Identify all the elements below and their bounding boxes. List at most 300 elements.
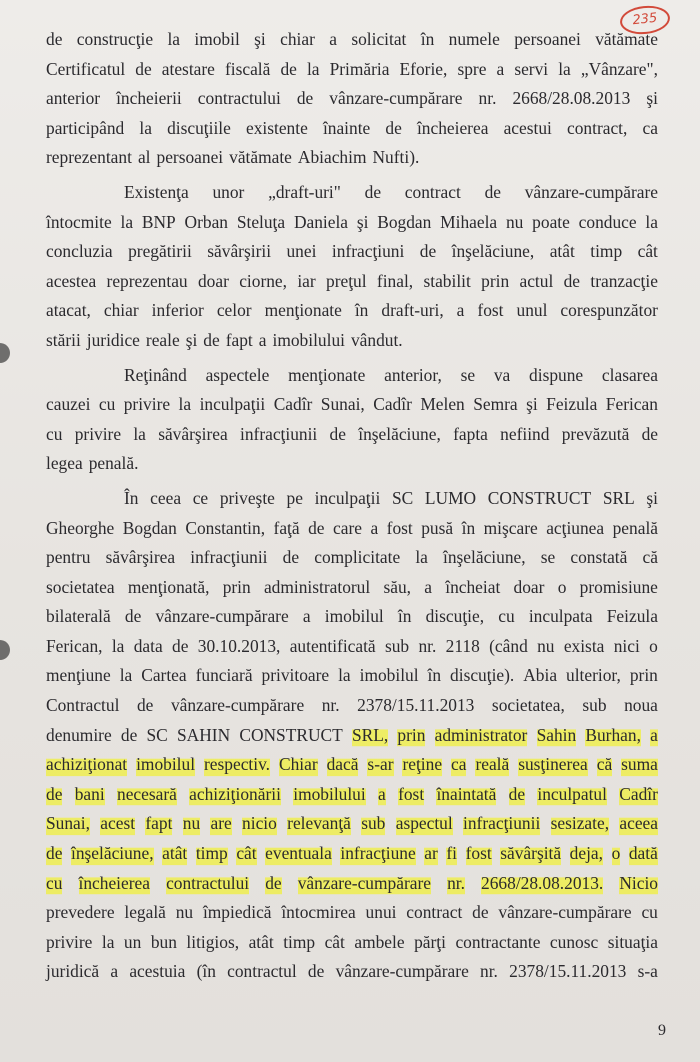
word: sesizate, [551,809,609,839]
word: clasarea [601,364,658,385]
word: de [484,181,501,202]
word: menţionate [264,300,342,321]
word: situaţia [607,931,658,952]
word: tranzacţie [590,270,658,291]
word: inferior [151,300,204,321]
word: cât [637,241,658,262]
word: că [597,750,612,780]
word: servi [514,58,549,79]
word: vânzare-cumpărare [335,961,469,982]
text-line [46,839,658,869]
word: vătămate [595,29,658,49]
word: are [210,809,231,839]
word: de [136,695,154,716]
handwritten-page-number: 235 [619,3,672,36]
word: săvârşirea [158,423,228,444]
word: administratorul [263,576,371,597]
word: fost [477,300,504,321]
word: final, [376,270,414,291]
word: de [364,181,382,202]
word: În [124,487,139,508]
paragraph [46,25,658,173]
word: Cadîr [273,394,313,415]
word: reprezentant [46,147,132,168]
word: privire [123,394,171,415]
word: a [258,329,267,350]
word: Feizula [606,606,658,627]
word: inculpata [528,606,593,627]
word: imobil [194,29,240,49]
word: privire [46,931,93,952]
word: deja, [570,839,603,869]
word: pentru [46,547,91,568]
word: autentificată [289,635,376,656]
word: denumire [46,724,112,745]
word: Chiar [279,750,318,780]
word: Abia [523,665,558,686]
word: inculpatul [537,780,607,810]
word: celor [216,300,252,321]
word: CONSTRUCT [487,487,592,508]
word: SAHIN [177,724,231,745]
word: şi [254,29,266,49]
word: discuţie, [425,606,485,627]
word: SRL [602,487,635,508]
text-line [46,957,658,987]
word: prin [481,270,510,291]
word: fapt [225,329,253,350]
word: la [119,665,133,686]
word: Daniela [293,211,349,232]
text-line [46,632,658,662]
word: Steluţa [236,211,286,232]
word: de [46,780,62,810]
word: cunosc [549,931,599,952]
word: Burhan, [585,721,641,751]
text-line [46,573,658,603]
word: SC [391,487,414,508]
word: acestea [46,270,97,291]
word: prevedere [46,902,115,923]
word: a [650,721,658,751]
word: nr. [321,695,340,716]
word: ca [451,750,466,780]
word: litigios, [186,931,240,952]
word: Orban [184,211,228,232]
word: prin [629,665,658,686]
word: Constantin, [185,517,266,538]
word: Sunai, [46,809,90,839]
word: încheierea [416,117,489,138]
punch-hole-mark [0,343,10,363]
word: o [557,576,567,597]
word: pe [286,487,303,508]
word: Bogdan [122,517,177,538]
word: de [296,88,314,109]
word: de [329,423,346,444]
word: de [135,58,152,79]
word: sub [361,809,385,839]
word: atât [162,839,187,869]
word: la [338,665,351,686]
word: la [645,211,658,232]
word: săvârşirea [105,547,176,568]
word: fost [398,780,424,810]
word: discuţiile [167,117,231,138]
word: la [167,29,180,49]
word: încheierii [116,88,182,109]
word: de [172,635,189,656]
word: la [101,931,115,952]
word: nr. [480,961,498,982]
word: înşelăciune, [71,839,154,869]
word: reprezentau [106,270,188,291]
word: dacă [327,750,359,780]
word: stabilit [423,270,471,291]
word: persoanei [514,29,581,49]
word: (când [489,635,528,656]
word: Mihaela [440,211,498,232]
word: dată [629,839,658,869]
word: Ferican [605,394,658,415]
word: cu [498,606,515,627]
word: doar [197,270,229,291]
word: a [378,780,386,810]
word: legală [124,902,166,923]
word: înşelăciune, [358,423,441,444]
word: BNP [141,211,176,232]
word: solicitat [351,29,407,49]
word: sub [582,695,607,716]
word: faţă [273,517,300,538]
text-line [46,143,658,173]
word: SC [146,724,168,745]
word: contractului [197,88,281,109]
word: în [420,29,435,49]
word: societatea [46,576,115,597]
word: bilaterală [46,606,111,627]
word: prevăzută [561,423,630,444]
word: o [649,635,658,656]
word: juridice [86,329,140,350]
word: a [370,517,379,538]
word: nr. [447,869,465,899]
word: fapt [145,809,172,839]
word: promisiune [579,576,658,597]
word: întocmirea [281,902,356,923]
word: şi [646,487,658,508]
word: nu [537,635,555,656]
word: exista [563,635,605,656]
word: iar [297,270,316,291]
text-line [46,25,658,55]
word: nicio [242,809,277,839]
word: cu [46,869,62,899]
word: s-ar [367,750,393,780]
word: un [123,931,142,952]
word: Cadîr [373,394,412,415]
word: construcţie [76,29,154,49]
word: şi [185,329,198,350]
text-line [46,721,658,751]
word: la [178,394,192,415]
word: de [419,241,437,262]
word: penală [612,517,658,538]
word: de [280,58,297,79]
word: conduce [578,211,637,232]
word: „Vânzare", [580,58,658,79]
word: în [461,517,476,538]
word: înainte [322,117,371,138]
word: imobilului [272,329,345,350]
word: prin [222,576,251,597]
word: de [265,869,281,899]
word: cauzei [46,394,91,415]
word: vânzare-cumpărare [298,869,431,899]
word: că [642,547,658,568]
word: şi [526,394,538,415]
word: atât [549,241,575,262]
word: Sahin [537,721,577,751]
word: la [139,117,152,138]
word: persoanei [156,147,224,168]
word: 2118 [445,635,480,656]
word: fost [386,517,413,538]
word: s-a [637,961,658,982]
word: la [558,58,571,79]
word: Abiachim [297,147,367,168]
word: nefiind [500,423,550,444]
word: său, [383,576,411,597]
word: întocmite [46,211,112,232]
text-line [46,691,658,721]
word: infracţiunii [240,423,318,444]
word: împiedică [202,902,272,923]
word: atacat, [46,300,91,321]
word: de [124,606,142,627]
word: a [302,606,311,627]
word: de [385,117,402,138]
word: sub [384,635,410,656]
word: unei [286,241,317,262]
word: se [540,547,556,568]
word: unor [212,181,245,202]
word: acestui [503,117,552,138]
text-line [46,809,658,839]
word: contractului [166,869,249,899]
word: acestuia [129,961,186,982]
text-line [46,543,658,573]
word: preţul [326,270,367,291]
word: societatea, [491,695,565,716]
word: de [472,902,489,923]
word: bun [150,931,177,952]
word: ca [642,117,658,138]
word: de [203,329,220,350]
word: la [111,635,125,656]
word: încheiat [445,576,501,597]
word: constată [570,547,628,568]
word: va [493,364,511,385]
word: menţionate [288,364,366,385]
word: 2378/15.11.2013 [509,961,627,982]
word: mişcare [483,517,538,538]
word: Feizula [546,394,598,415]
word: atât [248,931,274,952]
word: CONSTRUCT [239,724,343,745]
word: Gheorghe [46,517,115,538]
word: contract [404,181,461,202]
word: cât [236,839,256,869]
word: vânzare-cumpărare [524,181,658,202]
word: ambele [354,931,405,952]
word: săvârşirii [207,241,272,262]
word: vânzare-cumpărare [498,902,632,923]
word: vătămate [229,147,292,168]
word: nu [505,211,524,232]
word: la [133,423,146,444]
word: stării [46,329,81,350]
word: achiziţionării [189,780,281,810]
word: al [137,147,151,168]
word: noua [624,695,658,716]
word: funciară [195,665,253,686]
word: se [460,364,476,385]
page-number: 9 [658,1022,666,1039]
word: vânzare-cumpărare [329,88,463,109]
text-line [46,449,658,479]
word: acţiunea [546,517,605,538]
word: nici [613,635,640,656]
paragraph [46,178,658,356]
word: spre [457,58,487,79]
word: anterior, [384,364,442,385]
word: menţionată, [127,576,210,597]
word: contract, [567,117,628,138]
word: achiziţionat [46,750,127,780]
word: a [424,576,432,597]
word: contractul [227,961,297,982]
word: în [397,606,412,627]
word: Primăria [329,58,390,79]
word: Contractul [46,695,120,716]
word: înşelăciune, [443,547,526,568]
word: menţiune [46,665,111,686]
text-line [46,484,658,514]
word: înaintată [436,780,496,810]
word: de [46,839,62,869]
word: eventuala [265,839,332,869]
word: susţinerea [518,750,588,780]
text-line [46,928,658,958]
word: încheierea [79,869,150,899]
word: ulterior, [566,665,621,686]
document-body [46,20,658,987]
word: legea [46,453,83,474]
word: reală [475,750,509,780]
word: existente [245,117,308,138]
word: Semra [473,394,518,415]
word: suma [621,750,658,780]
word: cu [641,902,658,923]
word: complicitate [314,547,401,568]
text-line [46,898,658,928]
word: Existenţa [124,181,189,202]
word: de [641,423,658,444]
word: infracţiuni [331,241,405,262]
word: de [563,270,581,291]
word: Bogdan [377,211,432,232]
word: Cartea [141,665,187,686]
word: timp [590,241,623,262]
text-line [46,514,658,544]
word: draft-uri, [381,300,444,321]
word: privitoare [261,665,330,686]
word: doar [513,576,545,597]
text-line [46,178,658,208]
text-line [46,869,658,899]
text-line [46,602,658,632]
text-line [46,326,658,356]
word: imobilul [359,665,419,686]
word: părţi [414,931,446,952]
word: (în [196,961,216,982]
word: vânzare-cumpărare [170,695,305,716]
word: administrator [435,721,528,751]
word: de [282,547,300,568]
word: a [110,961,119,982]
word: 30.10.2013, [197,635,281,656]
word: şi [356,211,369,232]
text-line [46,661,658,691]
word: „draft-uri" [268,181,341,202]
paragraph [46,484,658,987]
word: vânzare-cumpărare [155,606,289,627]
word: inculpaţii [199,394,266,415]
word: pusă [421,517,454,538]
text-line [46,237,658,267]
word: fapta [453,423,488,444]
word: data [133,635,163,656]
word: Melen [420,394,465,415]
word: chiar [280,29,315,49]
text-line [46,114,658,144]
word: nr. [478,88,497,109]
word: Ferican, [46,635,103,656]
word: a [329,29,337,49]
word: discuţie). [450,665,515,686]
word: unui [365,902,397,923]
word: infracţiune [340,839,415,869]
word: timp [283,931,316,952]
word: care [333,517,362,538]
word: aceea [619,809,658,839]
word: corespunzător [560,300,658,321]
text-line [46,296,658,326]
word: LUMO [424,487,477,508]
word: dispune [529,364,584,385]
word: la [120,211,134,232]
word: inculpaţii [314,487,381,508]
word: timp [196,839,228,869]
word: respectiv. [204,750,270,780]
word: 2378/15.11.2013 [357,695,475,716]
word: chiar [103,300,139,321]
word: contract [406,902,463,923]
word: contractante [455,931,541,952]
text-line [46,750,658,780]
word: la [306,58,320,79]
